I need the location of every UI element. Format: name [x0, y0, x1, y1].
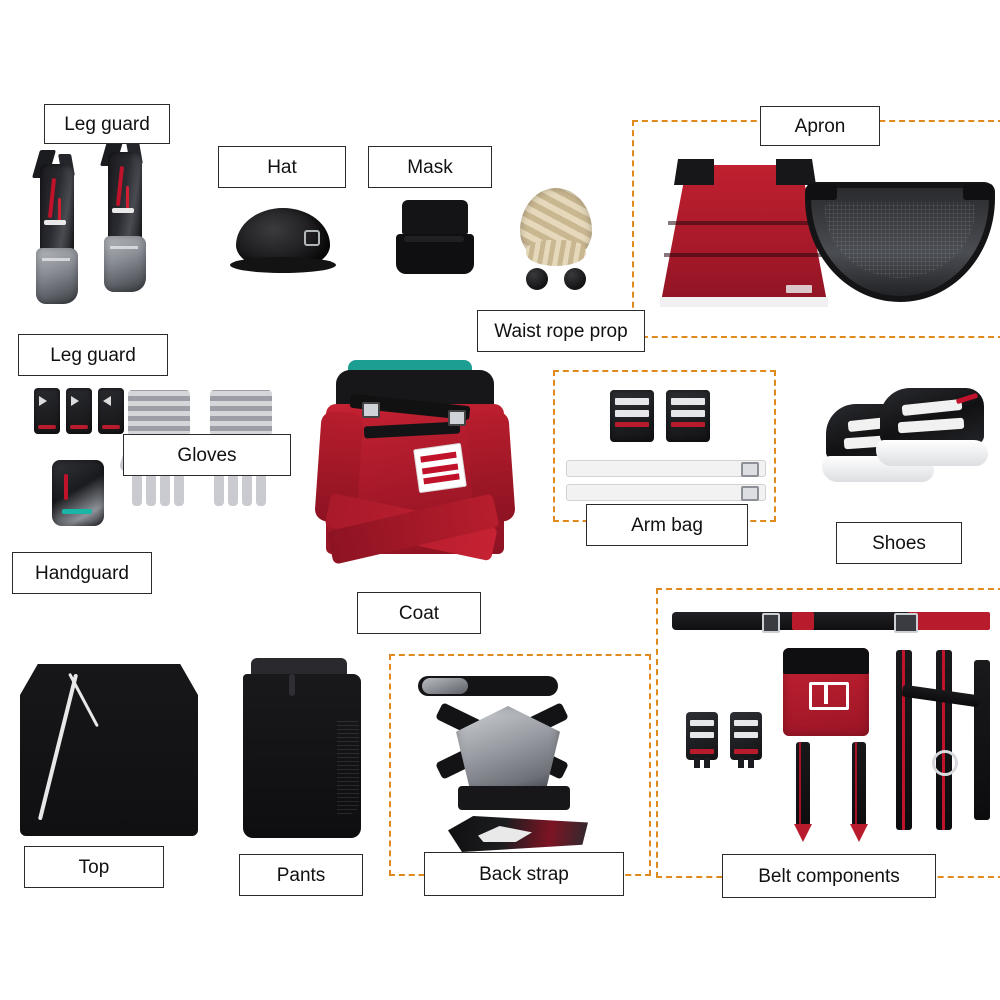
harness-red-stitch-left	[902, 650, 905, 830]
plate-strap-2	[690, 732, 714, 738]
greave-red-accent-2	[126, 186, 129, 210]
greave-foot-plate	[36, 248, 78, 304]
suspender-red-stitch	[855, 742, 857, 826]
glove-cuff	[210, 390, 272, 436]
leg-guard-plate-right	[98, 388, 124, 434]
arm-bag-group-frame	[553, 370, 776, 522]
label-apron: Apron	[760, 106, 880, 146]
plate-red-accent	[102, 425, 120, 429]
plate-pin-left	[694, 758, 700, 768]
label-pants: Pants	[239, 854, 363, 896]
rope-coil-assembly	[512, 188, 604, 298]
coat-buckle-right	[448, 410, 466, 426]
apron-bib-mesh	[825, 202, 975, 278]
plate-strap-2	[734, 732, 758, 738]
label-top: Top	[24, 846, 164, 888]
arm-pouch-right	[666, 390, 710, 442]
greave-shaft	[40, 164, 74, 256]
pouch-strap-upper	[671, 398, 705, 405]
plate-pin-right	[748, 758, 754, 768]
suspender-tip	[794, 824, 812, 842]
handguard-shell	[52, 460, 104, 526]
rope-weight-ball-left	[526, 268, 548, 290]
apron-seam-2	[664, 253, 824, 257]
handguard-teal-accent	[62, 509, 92, 514]
plate-red-accent	[734, 749, 758, 754]
label-back-strap: Back strap	[424, 852, 624, 896]
plate-pin-right	[704, 758, 710, 768]
label-mask: Mask	[368, 146, 492, 188]
apron-bib-strap-right	[963, 184, 993, 200]
pants-mesh-panel	[337, 718, 359, 814]
label-gloves: Gloves	[123, 434, 291, 476]
rope-strand	[526, 240, 586, 266]
back-strap-metal-head	[422, 678, 468, 694]
plate-pin-left	[738, 758, 744, 768]
pants-drawstring	[289, 674, 295, 696]
label-waist-rope-prop: Waist rope prop	[477, 310, 645, 352]
top-shirt	[20, 664, 198, 836]
suspender-tip	[850, 824, 868, 842]
apron-waist-left	[674, 159, 714, 185]
apron-bib-strap-left	[807, 184, 837, 200]
label-coat: Coat	[357, 592, 481, 634]
apron-bib	[805, 182, 995, 302]
plate-strap-1	[690, 720, 714, 726]
apron-seam-1	[668, 221, 818, 225]
pouch-strap-lower	[615, 410, 649, 417]
plate-strap-1	[734, 720, 758, 726]
arrow-icon	[39, 396, 47, 406]
apron-hem	[660, 297, 828, 307]
label-leg-guard-upper: Leg guard	[44, 104, 170, 144]
label-leg-guard-lower: Leg guard	[18, 334, 168, 376]
glove-cuff	[128, 390, 190, 436]
red-bag-logo-icon	[809, 682, 849, 710]
back-strap-blade-ornament	[448, 816, 588, 852]
harness-red-stitch-right	[942, 650, 945, 830]
belt-harness	[890, 650, 1000, 840]
pants	[243, 658, 361, 838]
glove-fingers	[214, 474, 268, 508]
suspender-left	[792, 742, 814, 842]
suspender-right	[848, 742, 870, 842]
arm-pouch-left	[610, 390, 654, 442]
back-strap-assembly	[400, 666, 610, 856]
greave-white-strap	[44, 220, 66, 225]
pouch-red-accent	[671, 422, 705, 427]
pouch-strap-lower	[671, 410, 705, 417]
shoe-sole	[876, 440, 988, 466]
leg-guard-plate-left	[34, 388, 60, 434]
back-strap-waist-belt	[458, 786, 570, 810]
label-arm-bag: Arm bag	[586, 504, 748, 546]
glove-fingers	[132, 474, 186, 508]
greave-white-strap	[112, 208, 134, 213]
hat-brim	[230, 257, 336, 273]
apron-bib-panel	[805, 182, 995, 302]
pouch-strap-upper	[615, 398, 649, 405]
mask-upper-panel	[402, 200, 468, 234]
coat-graphic-patch	[413, 443, 467, 493]
apron-skirt	[660, 155, 828, 307]
belt-mini-plate-right	[730, 712, 762, 760]
greave-red-accent-2	[58, 198, 61, 222]
label-handguard: Handguard	[12, 552, 152, 594]
rope-weight-ball-right	[564, 268, 586, 290]
mask-fold	[404, 236, 464, 242]
hat-crown	[236, 208, 330, 270]
suspender-red-stitch	[799, 742, 801, 826]
coat	[320, 360, 510, 605]
handguard-red-accent	[64, 474, 68, 500]
leg-guard-plate-mid	[66, 388, 92, 434]
handguard	[52, 460, 104, 526]
greave-shaft	[108, 152, 142, 244]
plate-red-accent	[70, 425, 88, 429]
label-belt-components: Belt components	[722, 854, 936, 898]
label-hat: Hat	[218, 146, 346, 188]
hat-tag-icon	[304, 230, 320, 246]
arrow-icon	[103, 396, 111, 406]
red-bag-flap	[783, 648, 869, 674]
greave-foot-plate	[104, 236, 146, 292]
harness-ring-icon	[932, 750, 958, 776]
belt-red-bag	[783, 648, 869, 750]
plate-red-accent	[38, 425, 56, 429]
pouch-red-accent	[615, 422, 649, 427]
plate-red-accent	[690, 749, 714, 754]
leg-guard-left	[34, 164, 80, 304]
label-shoes: Shoes	[836, 522, 962, 564]
arrow-icon	[71, 396, 79, 406]
leg-guard-right	[102, 152, 148, 292]
shoe-right	[876, 388, 988, 466]
coat-buckle-left	[362, 402, 380, 418]
top-shirt-body	[20, 664, 198, 836]
mask-body	[396, 200, 474, 274]
harness-strap-outer	[974, 660, 990, 820]
belt-mini-plate-left	[686, 712, 718, 760]
